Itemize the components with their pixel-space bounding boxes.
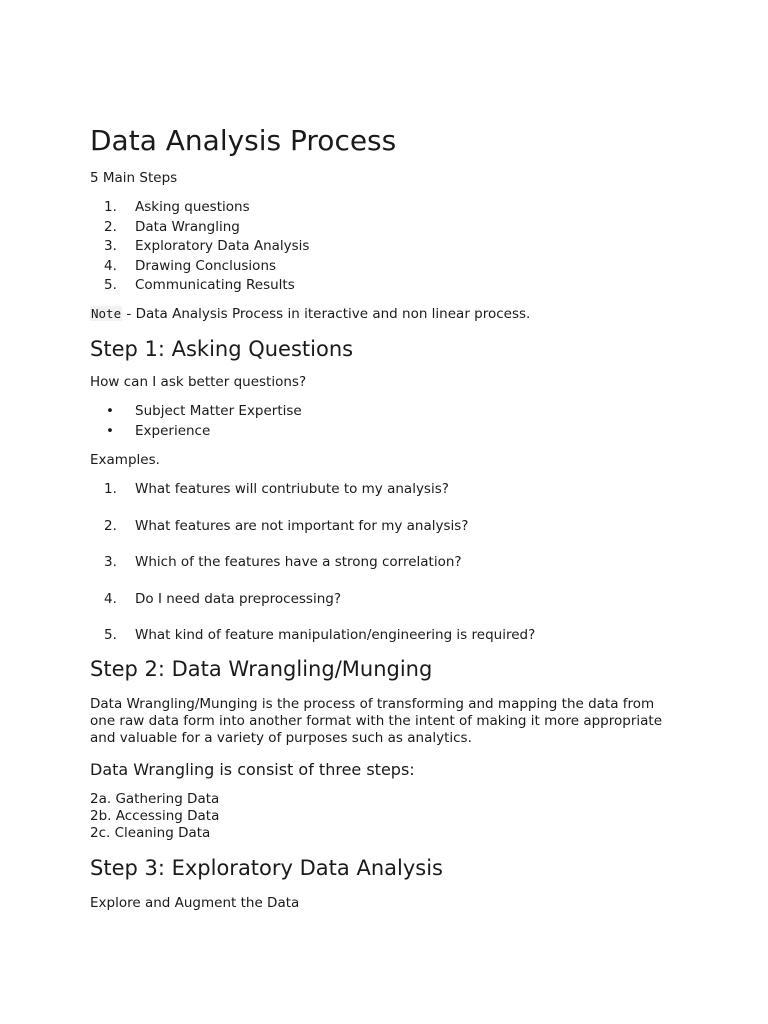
note-paragraph <box>90 305 530 323</box>
step2-subheading: Data Wrangling is consist of three steps: <box>90 760 415 779</box>
list-item: • Subject Matter Expertise <box>106 403 302 419</box>
main-steps-list <box>90 198 309 296</box>
note-text: - Data Analysis Process in iteractive and non linear process. <box>122 306 531 322</box>
step1-question: How can I ask better questions? <box>90 374 307 390</box>
list-item: 4. Drawing Conclusions <box>104 257 277 274</box>
page-title: Data Analysis Process <box>90 124 397 157</box>
list-item: 2. What features are not important for my analysis? <box>104 517 469 534</box>
list-item: 3. Exploratory Data Analysis <box>104 238 310 254</box>
examples-list <box>90 480 535 663</box>
list-item: 3. Which of the features have a strong correlation? <box>104 554 462 570</box>
list-item: 1. Asking questions <box>104 199 250 215</box>
list-item: 2. Data Wrangling <box>104 218 240 235</box>
step1-heading: Step 1: Asking Questions <box>90 337 354 361</box>
step1-bullets <box>90 402 302 441</box>
intro-label: 5 Main Steps <box>90 170 178 186</box>
substep-line: 2a. Gathering Data <box>90 791 220 807</box>
step2-description: Data Wrangling/Munging is the process of transforming and mapping the data from one raw data form into another format with the intent of making it more appropriate and valuable for a variety of purposes such as analytics. <box>90 696 663 746</box>
substep-line: 2c. Cleaning Data <box>90 825 211 841</box>
list-item: 1. What features will contriubute to my analysis? <box>104 481 449 497</box>
note-code: Note <box>91 306 122 321</box>
step2-heading: Step 2: Data Wrangling/Munging <box>90 657 433 681</box>
list-item: 4. Do I need data preprocessing? <box>104 590 341 607</box>
examples-label: Examples. <box>90 452 160 468</box>
list-item: 5. What kind of feature manipulation/engineering is required? <box>104 627 536 643</box>
substep-line: 2b. Accessing Data <box>90 808 220 824</box>
list-item: • Experience <box>106 422 211 439</box>
step3-text: Explore and Augment the Data <box>90 895 300 911</box>
step3-heading: Step 3: Exploratory Data Analysis <box>90 856 443 880</box>
step2-substeps <box>90 791 219 842</box>
list-item: 5. Communicating Results <box>104 277 295 293</box>
